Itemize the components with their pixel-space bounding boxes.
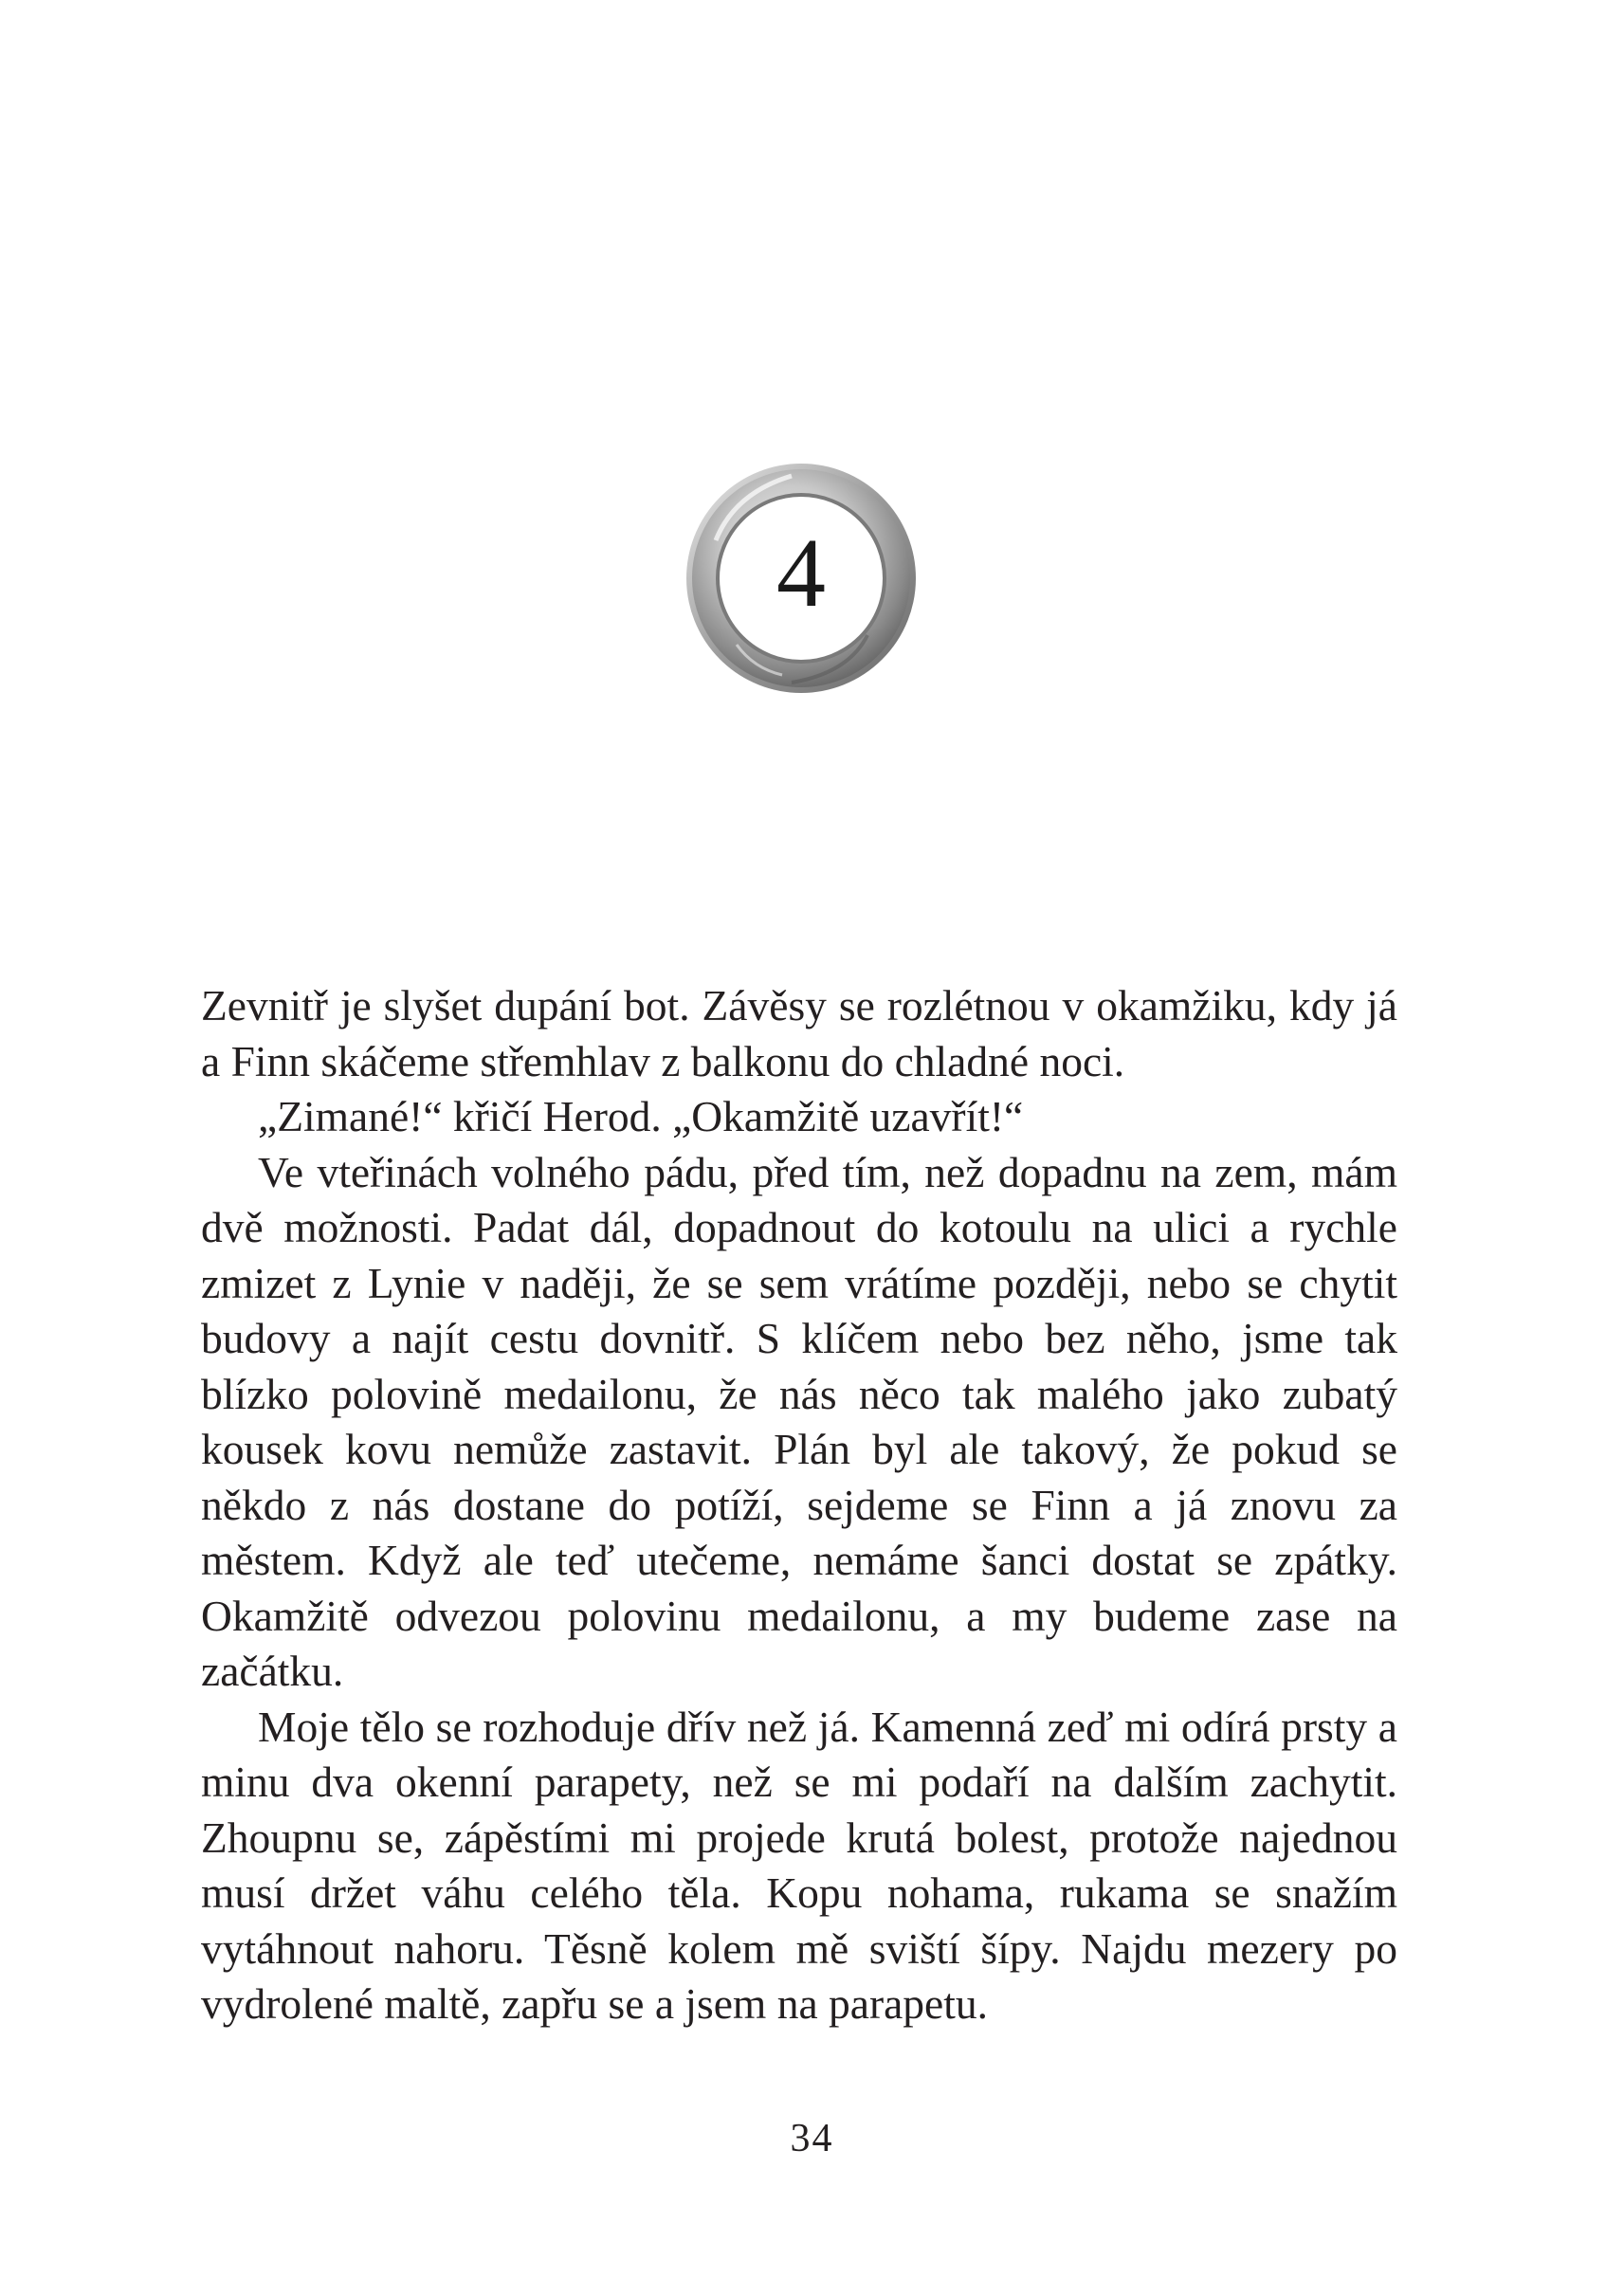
- paragraph: Ve vteřinách volného pádu, před tím, než dopadnu na zem, mám dvě možnosti. Padat dál, dopadnout do kotoulu na ulici a rychle zmizet z Lynie v naději, že se sem vrátíme později, nebo se chytit budovy a najít cestu dovnitř. S klíčem nebo bez něho, jsme tak blízko polovině medailonu, že nás něco tak malého jako zubatý kousek kovu nemůže zastavit. Plán byl ale takový, že pokud se někdo z nás dostane do potíží, sejdeme se Finn a já znovu za městem. Když ale teď utečeme, nemáme šanci dostat se zpátky. Okamžitě odvezou polovinu medailonu, a my budeme zase na začátku.: [201, 1147, 1397, 1695]
- page-number: 34: [790, 2117, 834, 2160]
- paragraph: Zevnitř je slyšet dupání bot. Závěsy se rozlétnou v okamžiku, kdy já a Finn skáčeme střemhlav z balkonu do chladné noci.: [201, 981, 1397, 1085]
- paragraph: Moje tělo se rozhoduje dřív než já. Kamenná zeď mi odírá prsty a minu dva okenní parapety, než se mi podaří na dalším zachytit. Zhoupnu se, zápěstími mi projede krutá bolest, protože najednou musí držet váhu celého těla. Kopu nohama, rukama se snažím vytáhnout nahoru. Těsně kolem mě sviští šípy. Najdu mezery po vydrolené maltě, zapřu se a jsem na parapetu.: [201, 1702, 1397, 2028]
- chapter-body-text: [201, 978, 1397, 2032]
- paragraph: „Zimané!“ křičí Herod. „Okamžitě uzavřít!“: [258, 1092, 1024, 1140]
- chapter-emblem: [678, 455, 924, 702]
- chapter-number: 4: [776, 519, 826, 628]
